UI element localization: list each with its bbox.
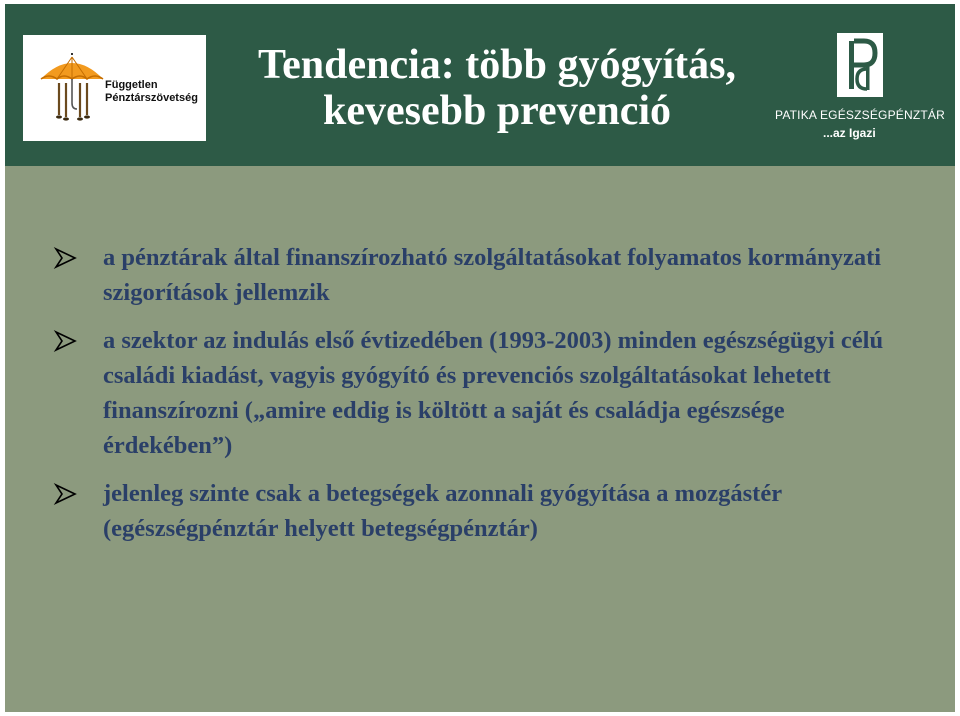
- bullet-text: a szektor az indulás első évtizedében (1993-2003) minden egészségügyi célú családi kiadást, vagyis gyógyító és prevenciós szolgáltatásokat lehetett finanszírozni („amire eddig is költött a saját és családja egészsége érdekében”): [103, 327, 884, 459]
- bullet-item: [5, 476, 955, 546]
- page-title-line2: kevesebb prevenció: [322, 88, 672, 134]
- bullet-list: [5, 240, 955, 559]
- page-title: [217, 42, 777, 134]
- left-logo-line2: Pénztárszövetség: [105, 92, 198, 104]
- arrowhead-bullet-icon: [53, 483, 77, 505]
- umbrella-icon: [37, 53, 107, 125]
- left-logo-text: [105, 79, 198, 105]
- bullet-item: [5, 240, 955, 310]
- bullet-item: [5, 323, 955, 463]
- arrowhead-bullet-icon: [53, 247, 77, 269]
- bullet-text: jelenleg szinte csak a betegségek azonnali gyógyítása a mozgástér (egészségpénztár helyett betegségpénztár): [103, 480, 782, 542]
- left-logo-line1: Független: [105, 79, 158, 91]
- fuggetlen-penztarszovetseg-logo: [23, 35, 206, 141]
- bullet-text: a pénztárak által finanszírozható szolgáltatásokat folyamatos kormányzati szigorítások jellemzik: [103, 244, 882, 306]
- slide: [5, 4, 955, 712]
- page-title-line1: Tendencia: több gyógyítás,: [257, 42, 737, 88]
- header-band: [5, 4, 955, 166]
- patika-pd-icon: [837, 33, 883, 97]
- right-logo-brand: PATIKA EGÉSZSÉGPÉNZTÁR: [775, 108, 945, 122]
- arrowhead-bullet-icon: [53, 330, 77, 352]
- patika-egeszsegpenztar-logo: [775, 28, 945, 148]
- right-logo-tagline: ...az Igazi: [823, 126, 876, 140]
